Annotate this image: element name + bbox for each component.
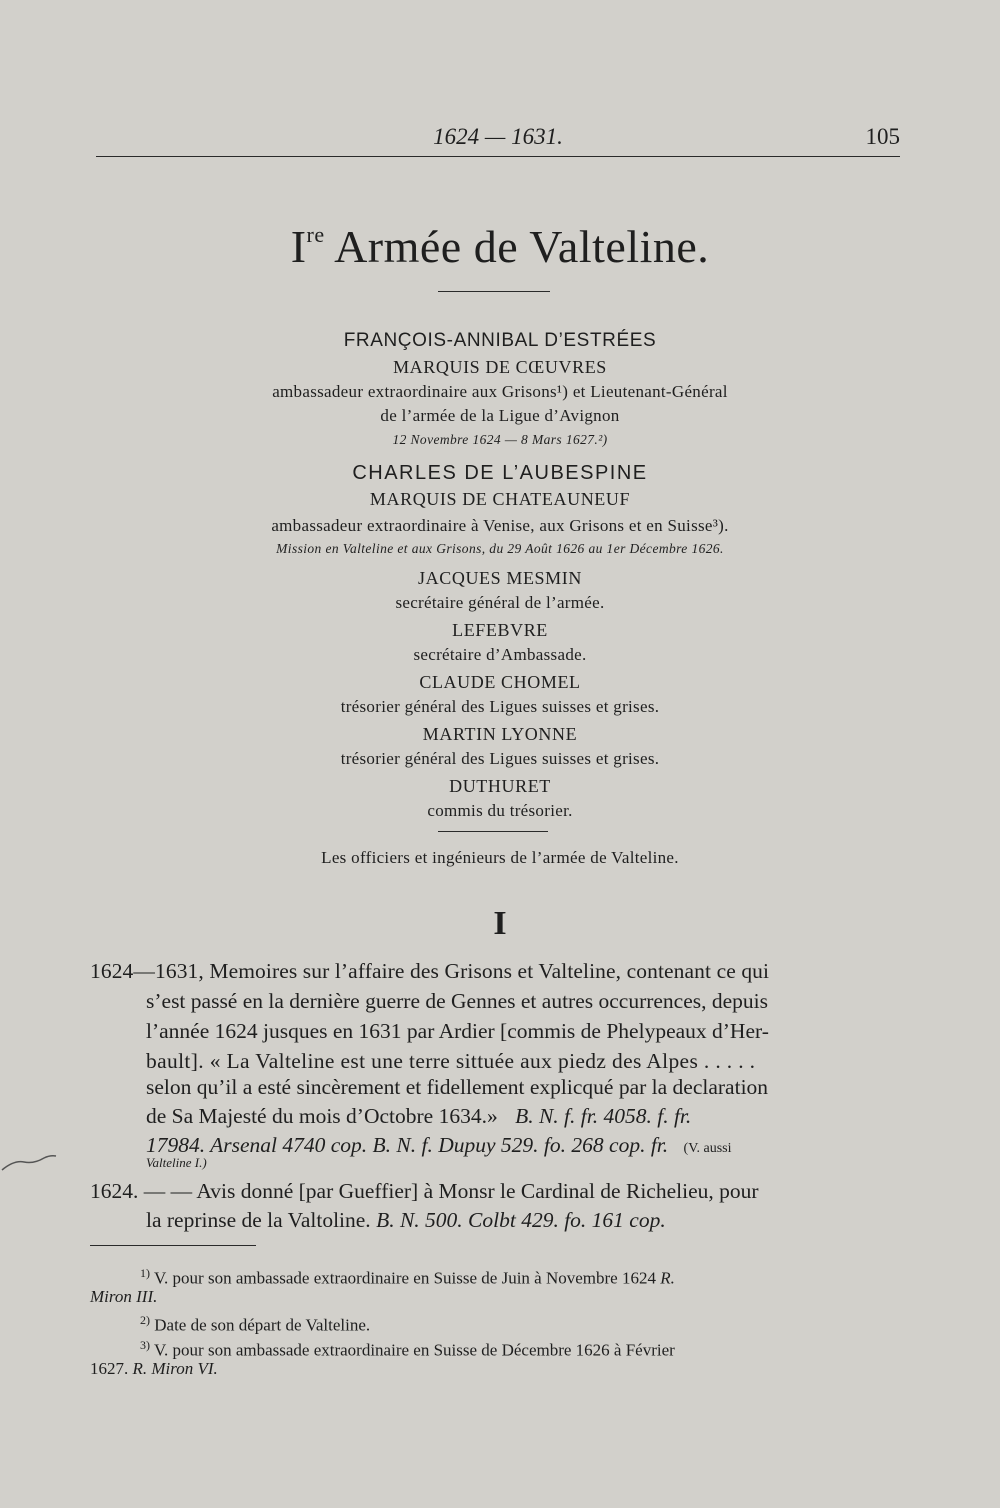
- page-number: 105: [865, 124, 900, 149]
- person-dates: Mission en Valteline et aux Grisons, du 29 Août 1626 au 1er Décembre 1626.: [276, 541, 724, 556]
- person-role: secrétaire d’Ambassade.: [413, 645, 587, 664]
- entry-line: 1624. — — Avis donné [par Gueffier] à Monsr le Cardinal de Richelieu, pour: [90, 1179, 759, 1203]
- chapter-title: Ire Armée de Valteline.: [290, 221, 710, 272]
- footnote: $^{1)}$ V. pour son ambassade extraordinaire en Suisse de Juin à Novembre 1624 R.: [140, 1266, 675, 1288]
- person-name: CHARLES DE L’AUBESPINE: [352, 462, 648, 484]
- running-head: [96, 122, 900, 157]
- entry-line: de Sa Majesté du mois d’Octobre 1634.» B. N. f. fr. 4058. f. fr.: [146, 1104, 692, 1128]
- person-name: LEFEBVRE: [452, 620, 548, 640]
- person-title: MARQUIS DE CHATEAUNEUF: [369, 489, 631, 509]
- person-role: ambassadeur extraordinaire à Venise, aux Grisons et en Suisse³).: [271, 516, 729, 535]
- officers-line: Les officiers et ingénieurs de l’armée de Valteline.: [321, 848, 679, 867]
- entry-line: la reprinse de la Valtoline. B. N. 500. Colbt 429. fo. 161 cop.: [146, 1208, 666, 1232]
- entry-line: selon qu’il a esté sincèrement et fidellement explicqué par la declaration: [146, 1075, 769, 1099]
- person-role: secrétaire général de l’armée.: [395, 593, 605, 612]
- person-name: FRANÇOIS-ANNIBAL D’ESTRÉES: [343, 330, 657, 351]
- footnote-cont: Miron III.: [90, 1287, 158, 1306]
- person-title: MARQUIS DE CŒUVRES: [393, 357, 607, 377]
- footnote-divider: [90, 1245, 256, 1246]
- person-dates: 12 Novembre 1624 — 8 Mars 1627.²): [392, 432, 608, 447]
- person-name: DUTHURET: [449, 776, 551, 796]
- person-role: ambassadeur extraordinaire aux Grisons¹) et Lieutenant-Général: [272, 382, 728, 401]
- section-numeral: I: [493, 905, 507, 942]
- section-divider: [438, 831, 548, 832]
- entry-line: Valteline I.): [146, 1155, 207, 1170]
- person-name: MARTIN LYONNE: [422, 724, 578, 744]
- footnote: $^{3)}$ V. pour son ambassade extraordinaire en Suisse de Décembre 1626 à Février: [140, 1338, 675, 1360]
- entry-line: 17984. Arsenal 4740 cop. B. N. f. Dupuy 529. fo. 268 cop. fr. (V. aussi: [146, 1133, 732, 1157]
- entry-line: s’est passé en la dernière guerre de Gennes et autres occurrences, depuis: [146, 989, 769, 1013]
- person-role: de l’armée de la Ligue d’Avignon: [380, 406, 620, 425]
- running-head-years: 1624 — 1631.: [433, 124, 563, 149]
- entry-line: bault]. « La Valteline est une terre sittuée aux piedz des Alpes . . . . .: [146, 1049, 756, 1073]
- person-name: JACQUES MESMIN: [418, 568, 582, 588]
- footnote-cont: 1627. R. Miron VI.: [90, 1359, 218, 1378]
- footnote: $^{2)}$ Date de son départ de Valteline.: [140, 1313, 371, 1335]
- person-role: trésorier général des Ligues suisses et grises.: [340, 697, 660, 716]
- person-role: commis du trésorier.: [427, 801, 573, 820]
- person-role: trésorier général des Ligues suisses et grises.: [340, 749, 660, 768]
- person-name: CLAUDE CHOMEL: [419, 672, 581, 692]
- title-divider: [438, 291, 550, 292]
- entry-line: 1624—1631, Memoires sur l’affaire des Grisons et Valteline, contenant ce qui: [90, 959, 770, 983]
- margin-mark: [0, 1140, 60, 1180]
- entry-line: l’année 1624 jusques en 1631 par Ardier [commis de Phelypeaux d’Her-: [146, 1019, 769, 1043]
